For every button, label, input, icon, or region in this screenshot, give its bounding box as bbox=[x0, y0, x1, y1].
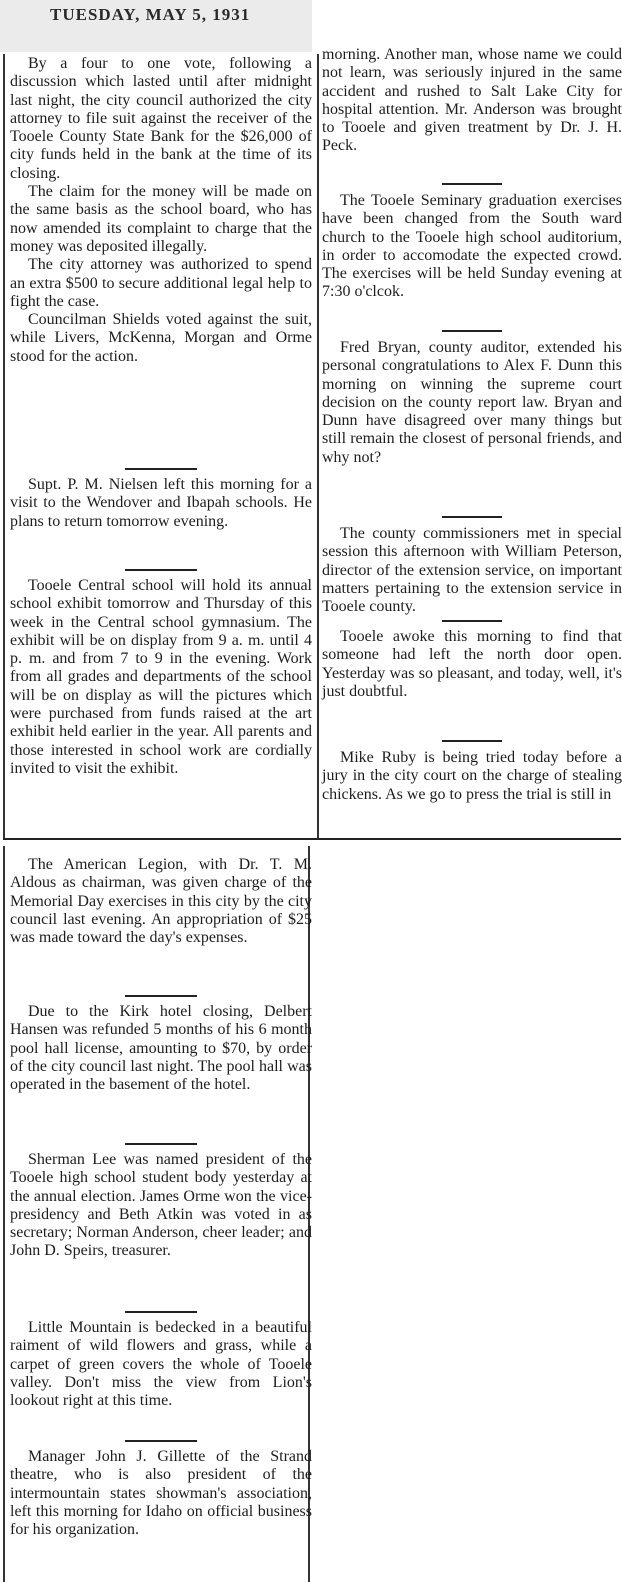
article-exhibit bbox=[10, 577, 312, 778]
article-commissioners bbox=[322, 525, 622, 616]
article-kirk bbox=[10, 1003, 312, 1094]
article-paragraph: Supt. P. M. Nielsen left this morning for a visit to the Wendover and Ibapah schools. He plans to return tomorrow evening. bbox=[10, 476, 312, 530]
right-column bbox=[322, 46, 622, 839]
article-gillette bbox=[10, 1448, 312, 1539]
separator-dash bbox=[125, 1440, 197, 1442]
article-ruby bbox=[322, 749, 622, 804]
article-bryan bbox=[322, 339, 622, 467]
separator-dash bbox=[125, 468, 197, 470]
separator-dash bbox=[442, 740, 502, 742]
article-lawsuit bbox=[10, 55, 312, 366]
article-nielsen bbox=[10, 476, 312, 531]
article-paragraph: morning. Another man, whose name we could not learn, was seriously injured in the same accident and rushed to Salt Lake City for hospital attention. Mr. Anderson was brought to Tooele and given treatment by Dr. J. H. Peck. bbox=[322, 46, 622, 155]
article-mountain bbox=[10, 1319, 312, 1410]
article-paragraph: The city attorney was authorized to spend an extra $500 to secure additional legal help to fight the case. bbox=[10, 256, 312, 310]
article-door bbox=[322, 628, 622, 701]
article-paragraph: By a four to one vote, following a discussion which lasted until after midnight last night, the city council authorized the city attorney to file suit against the receiver of the Tooele County State Bank for the $26,000 of city funds held in the bank at the time of its closing. bbox=[10, 55, 312, 182]
dateline: TUESDAY, MAY 5, 1931 bbox=[50, 5, 251, 24]
article-election bbox=[10, 1151, 312, 1261]
separator-dash bbox=[125, 1311, 197, 1313]
separator-dash bbox=[442, 330, 502, 332]
article-paragraph: The Tooele Seminary graduation exercises have been changed from the South ward church to the Tooele high school auditorium, in order to accomodate the expected crowd. The exercises will be held Sunday evening at 7:30 o'clcok. bbox=[322, 192, 622, 301]
article-paragraph: Tooele awoke this morning to find that someone had left the north door open. Yesterday was so pleasant, and today, well, it's just doubtful. bbox=[322, 628, 622, 700]
column-rule-middle bbox=[317, 54, 319, 838]
article-paragraph: The claim for the money will be made on the same basis as the school board, who has now amended its complaint to charge that the money was deposited illegally. bbox=[10, 183, 312, 255]
article-paragraph: Sherman Lee was named president of the Tooele high school student body yesterday at the annual election. James Orme won the vice-presidency and Beth Atkin was voted in as secretary; Norman Anderson, cheer leader; and John D. Speirs, treasurer. bbox=[10, 1151, 312, 1260]
separator-dash bbox=[442, 620, 502, 622]
column-rule-lower-left bbox=[3, 846, 5, 1582]
article-paragraph: Tooele Central school will hold its annual school exhibit tomorrow and Thursday of this week in the Central school gymnasium. The exhibit will be on display from 9 a. m. until 4 p. m. and from 7 to 9 in the evening. Work from all grades and departments of the school will be on display as will the pictures which were purchased from funds raised at the art exhibit held earlier in the year. All parents and those interested in school work are cordially invited to visit the exhibit. bbox=[10, 577, 312, 777]
article-paragraph: The American Legion, with Dr. T. M. Aldous as chairman, was given charge of the Memorial Day exercises in this city by the city council last evening. An appropriation of $25 was made toward the day's expenses. bbox=[10, 856, 312, 947]
article-paragraph: Mike Ruby is being tried today before a jury in the city court on the charge of stealing chickens. As we go to press the trial is still in bbox=[322, 749, 622, 803]
article-seminary bbox=[322, 192, 622, 302]
article-legion bbox=[10, 856, 312, 947]
article-paragraph: The county commissioners met in special session this afternoon with William Peterson, director of the extension service, on important matters pertaining to the extension service in Tooele county. bbox=[322, 525, 622, 616]
left-column bbox=[10, 55, 312, 1582]
separator-dash bbox=[125, 569, 197, 571]
article-paragraph: Fred Bryan, county auditor, extended his personal congratulations to Alex F. Dunn this morning on winning the supreme court decision on the county report law. Bryan and Dunn have disagreed over many things but still remain the closest of personal friends, and why not? bbox=[322, 339, 622, 466]
article-paragraph: Little Mountain is bedecked in a beautiful raiment of wild flowers and grass, while a carpet of green covers the whole of Tooele valley. Don't miss the view from Lion's lookout right at this time. bbox=[10, 1319, 312, 1410]
article-paragraph: Manager John J. Gillette of the Strand theatre, who is also president of the intermountain states showman's association, left this morning for Idaho on official business for his organization. bbox=[10, 1448, 312, 1539]
article-paragraph: Due to the Kirk hotel closing, Delbert Hansen was refunded 5 months of his 6 month pool hall license, amounting to $70, by order of the city council last night. The pool hall was operated in the basement of the hotel. bbox=[10, 1003, 312, 1094]
separator-dash bbox=[125, 995, 197, 997]
separator-dash bbox=[442, 183, 502, 185]
separator-dash bbox=[442, 516, 502, 518]
article-paragraph: Councilman Shields voted against the suit, while Livers, McKenna, Morgan and Orme stood for the action. bbox=[10, 311, 312, 365]
dateline-bar bbox=[0, 0, 312, 52]
separator-dash bbox=[125, 1143, 197, 1145]
column-rule-left bbox=[3, 54, 5, 838]
article-accident bbox=[322, 46, 622, 156]
